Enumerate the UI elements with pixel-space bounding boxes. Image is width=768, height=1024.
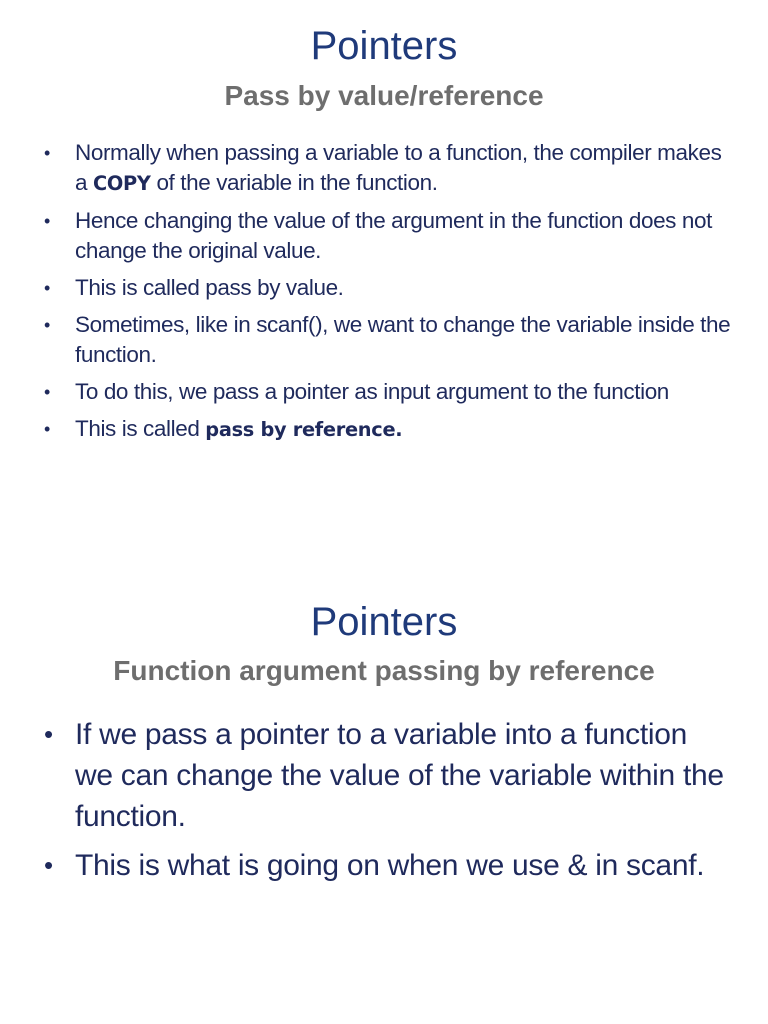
slide-title: Pointers <box>310 24 458 68</box>
slide-pass-by-reference <box>0 580 768 1024</box>
bullet-icon: • <box>44 419 50 439</box>
slide-subtitle: Function argument passing by reference <box>113 655 655 686</box>
bullet-list <box>44 714 724 894</box>
list-item <box>44 273 734 303</box>
bullet-icon: • <box>44 143 50 163</box>
bullet-icon: • <box>44 278 50 298</box>
emphasis-text: COPY <box>92 172 151 195</box>
list-item <box>44 845 724 886</box>
slide-subtitle: Pass by value/reference <box>224 80 544 111</box>
bullet-list <box>44 138 734 452</box>
bullet-text: of the variable in the function. <box>150 170 438 195</box>
bullet-text: This is what is going on when we use & in scanf. <box>75 849 705 882</box>
list-item <box>44 377 734 407</box>
emphasis-text: pass by reference. <box>205 418 403 441</box>
list-item <box>44 414 734 445</box>
bullet-text: This is called pass by value. <box>75 275 344 300</box>
list-item <box>44 206 734 266</box>
bullet-text: Normally when passing a variable to a function, the compiler makes a <box>75 140 722 195</box>
bullet-icon: • <box>44 719 53 749</box>
list-item <box>44 714 724 837</box>
slide-title: Pointers <box>310 600 458 644</box>
bullet-text: If we pass a pointer to a variable into a function we can change the value of the variable within the function. <box>75 718 724 833</box>
bullet-icon: • <box>44 315 50 335</box>
bullet-icon: • <box>44 211 50 231</box>
list-item <box>44 138 734 199</box>
bullet-icon: • <box>44 382 50 402</box>
bullet-text: This is called <box>75 416 206 441</box>
bullet-text: Hence changing the value of the argument in the function does not change the original value. <box>75 208 712 263</box>
bullet-text: Sometimes, like in scanf(), we want to change the variable inside the function. <box>75 312 731 367</box>
bullet-text: To do this, we pass a pointer as input argument to the function <box>75 379 669 404</box>
bullet-icon: • <box>44 850 53 880</box>
list-item <box>44 310 734 370</box>
